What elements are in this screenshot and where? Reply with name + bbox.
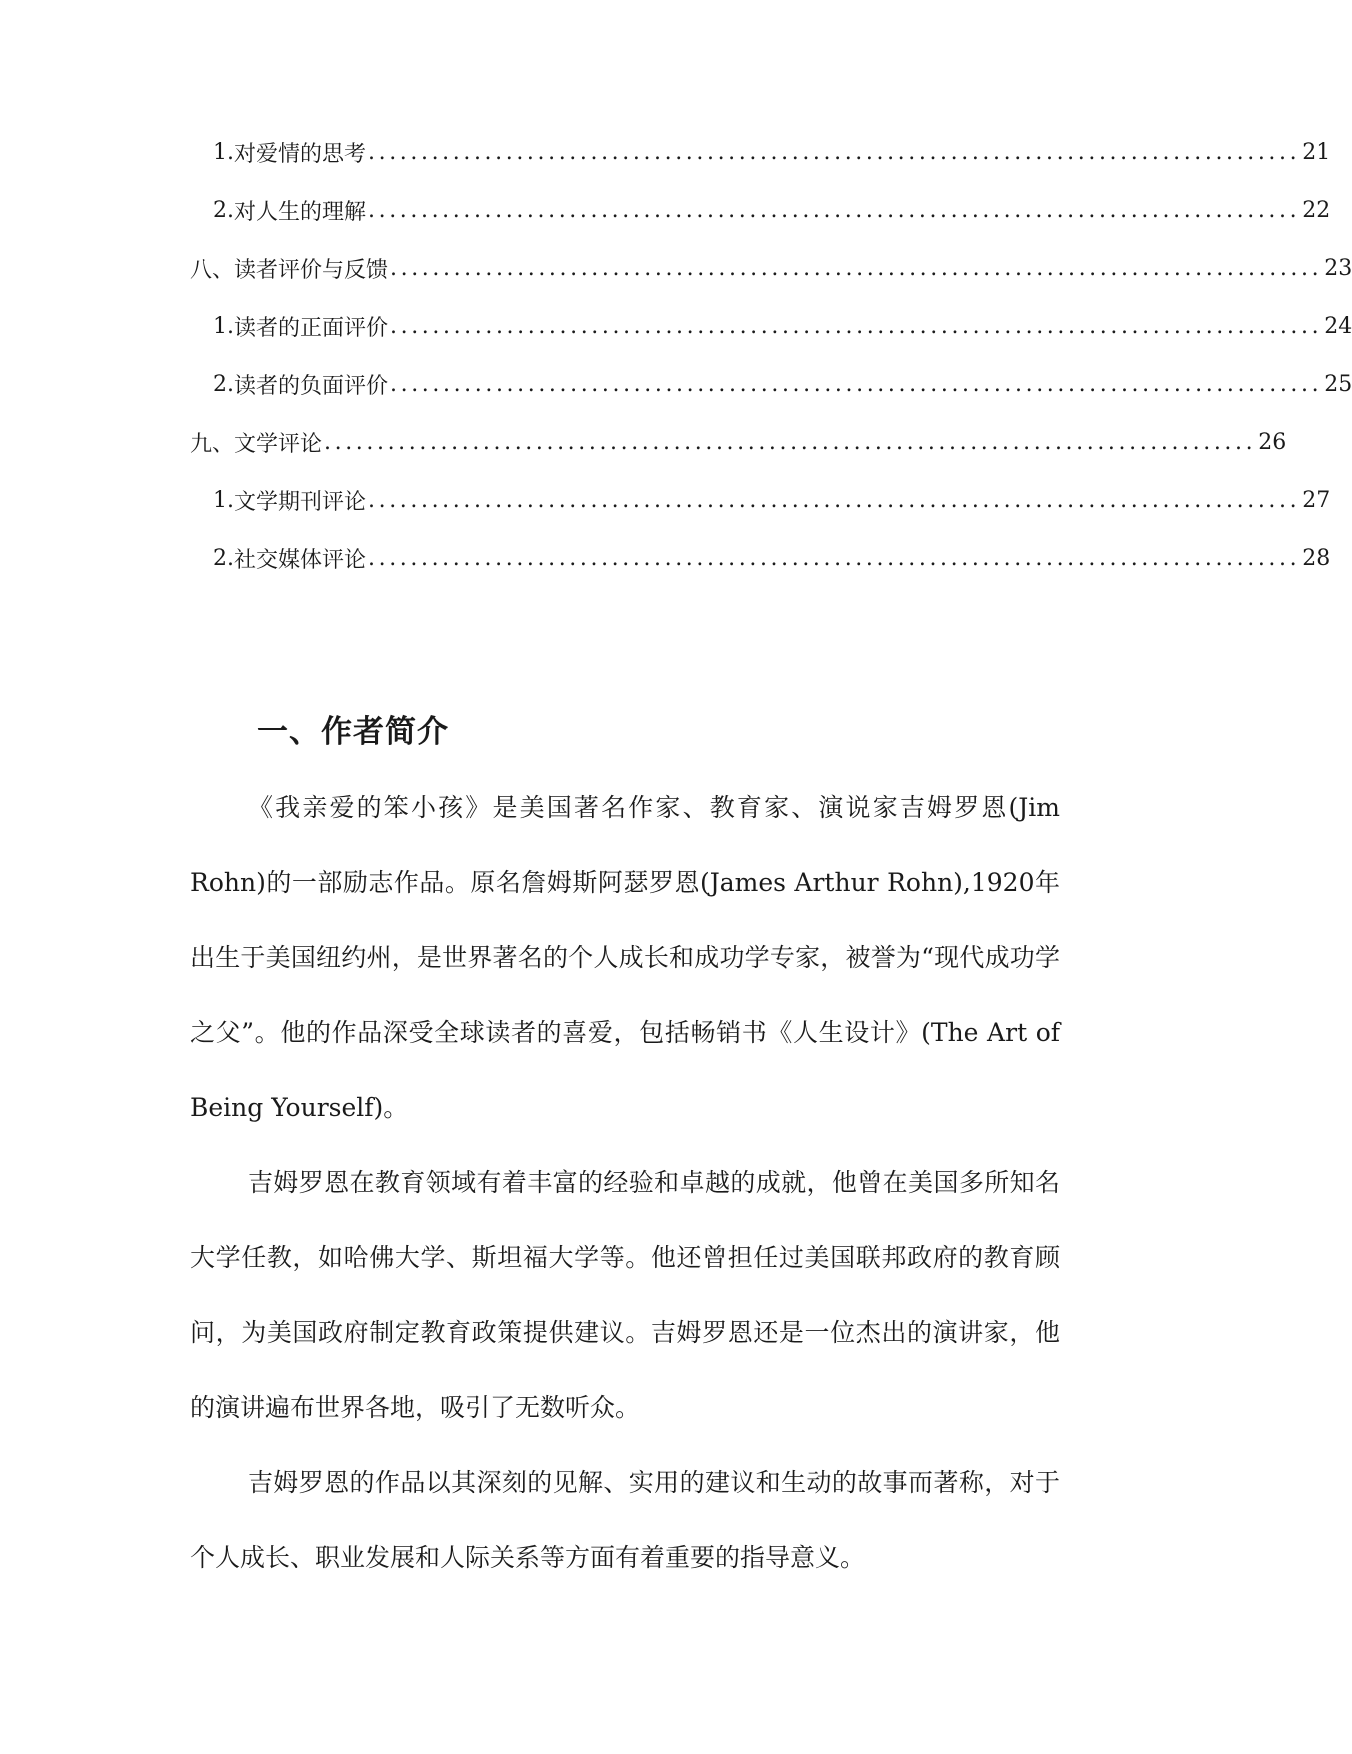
toc-entry-label: 九、文学评论 <box>190 431 323 457</box>
toc-entry[interactable] <box>190 248 1352 288</box>
toc-entry-page: 24 <box>1324 313 1352 339</box>
toc-leader-dots: ........................................................................................ <box>390 255 1323 281</box>
toc-entry[interactable] <box>213 538 1331 578</box>
toc-entry-number: 1. <box>213 139 234 165</box>
section-heading: 一、作者简介 <box>257 714 449 750</box>
toc-entry-label: 对人生的理解 <box>234 199 367 225</box>
toc-entry[interactable] <box>190 422 1287 462</box>
toc-entry-page: 27 <box>1302 487 1331 513</box>
toc-entry-number: 1. <box>213 487 234 513</box>
toc-leader-dots: ........................................................................................ <box>390 313 1323 339</box>
toc-entry[interactable] <box>213 306 1352 346</box>
toc-entry-page: 25 <box>1324 371 1352 397</box>
toc-leader-dots: ........................................................................................ <box>368 197 1301 223</box>
toc-entry[interactable] <box>213 132 1331 172</box>
toc-entry-page: 23 <box>1324 255 1352 281</box>
toc-entry-page: 28 <box>1302 545 1331 571</box>
toc-entry-label: 八、读者评价与反馈 <box>190 257 389 283</box>
toc-entry-number: 1. <box>213 313 234 339</box>
toc-leader-dots: ........................................................................................ <box>390 371 1323 397</box>
toc-entry-label: 对爱情的思考 <box>234 141 367 167</box>
toc-entry-number: 2. <box>213 371 234 397</box>
toc-entry-label: 社交媒体评论 <box>234 547 367 573</box>
body-paragraph: 《我亲爱的笨小孩》是美国著名作家、教育家、演说家吉姆罗恩(Jim Rohn)的一部励志作品。原名詹姆斯阿瑟罗恩(James Arthur Rohn),1920年出生于美国纽约州，是世界著名的个人成长和成功学专家，被誉为“现代成功学之父”。他的作品深受全球读者的喜爱，包括畅销书《人生设计》(The Art of Being Yourself)。 <box>190 793 1060 1122</box>
toc-entry[interactable] <box>213 190 1331 230</box>
body-paragraph: 吉姆罗恩在教育领域有着丰富的经验和卓越的成就，他曾在美国多所知名大学任教，如哈佛大学、斯坦福大学等。他还曾担任过美国联邦政府的教育顾问，为美国政府制定教育政策提供建议。吉姆罗恩还是一位杰出的演讲家，他的演讲遍布世界各地，吸引了无数听众。 <box>190 1168 1060 1422</box>
toc-leader-dots: ........................................................................................ <box>368 139 1301 165</box>
toc-entry-label: 读者的正面评价 <box>234 315 389 341</box>
toc-entry-page: 26 <box>1258 429 1287 455</box>
toc-leader-dots: ........................................................................................ <box>324 429 1257 455</box>
toc-entry-page: 21 <box>1302 139 1331 165</box>
toc-leader-dots: ........................................................................................ <box>368 487 1301 513</box>
toc-leader-dots: ........................................................................................ <box>368 545 1301 571</box>
section-body <box>190 770 1060 1595</box>
toc-entry-number: 2. <box>213 197 234 223</box>
toc-entry-label: 读者的负面评价 <box>234 373 389 399</box>
body-paragraph: 吉姆罗恩的作品以其深刻的见解、实用的建议和生动的故事而著称，对于个人成长、职业发展和人际关系等方面有着重要的指导意义。 <box>190 1468 1060 1572</box>
toc-entry-number: 2. <box>213 545 234 571</box>
toc-entry-label: 文学期刊评论 <box>234 489 367 515</box>
toc-entry-page: 22 <box>1302 197 1331 223</box>
toc-entry[interactable] <box>213 480 1331 520</box>
toc-entry[interactable] <box>213 364 1352 404</box>
